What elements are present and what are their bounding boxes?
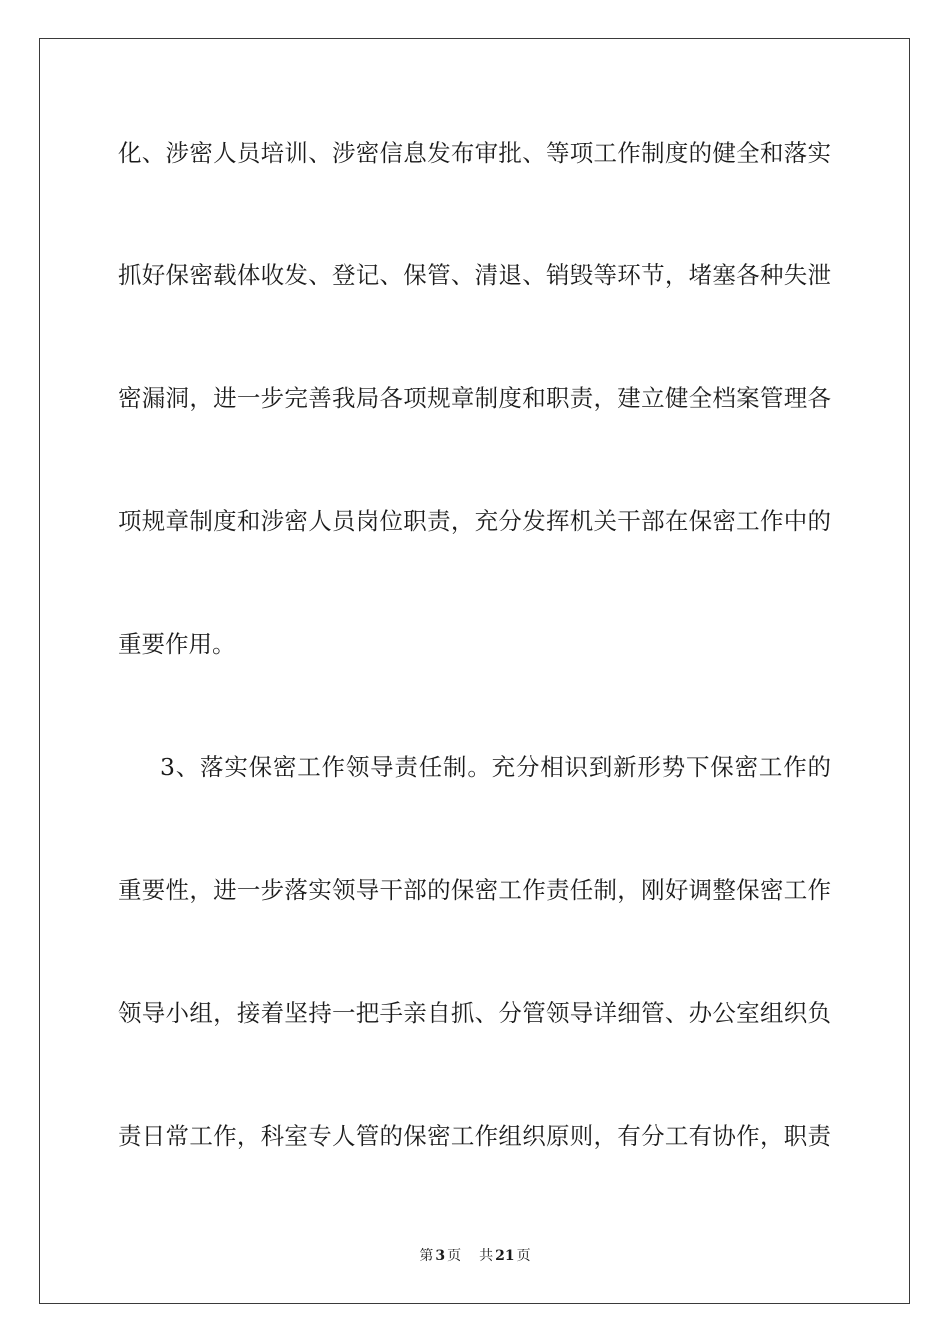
footer-total-pages: 21 [495,1248,515,1264]
body-line-2: 抓好保密载体收发、登记、保管、清退、销毁等环节，堵塞各种失泄 [118,261,831,289]
body-line-1: 化、涉密人员培训、涉密信息发布审批、等项工作制度的健全和落实 [118,139,831,167]
body-line-4: 项规章制度和涉密人员岗位职责，充分发挥机关干部在保密工作中的 [118,507,831,535]
page-border [39,38,910,1304]
body-line-6: 3、落实保密工作领导责任制。充分相识到新形势下保密工作的 [160,753,831,781]
body-line-3: 密漏洞，进一步完善我局各项规章制度和职责，建立健全档案管理各 [118,384,831,412]
page-footer [0,1246,950,1266]
footer-page-number: 3 [435,1248,446,1264]
body-line-8: 领导小组，接着坚持一把手亲自抓、分管领导详细管、办公室组织负 [118,999,831,1027]
footer-total-prefix: 共 [479,1248,494,1264]
body-line-9: 责日常工作，科室专人管的保密工作组织原则，有分工有协作，职责 [118,1122,831,1150]
body-line-5: 重要作用。 [118,630,236,658]
footer-page-prefix: 第 [419,1248,434,1264]
footer-total-suffix: 页 [516,1248,531,1264]
footer-page-suffix: 页 [447,1248,462,1264]
body-line-7: 重要性，进一步落实领导干部的保密工作责任制，刚好调整保密工作 [118,876,831,904]
